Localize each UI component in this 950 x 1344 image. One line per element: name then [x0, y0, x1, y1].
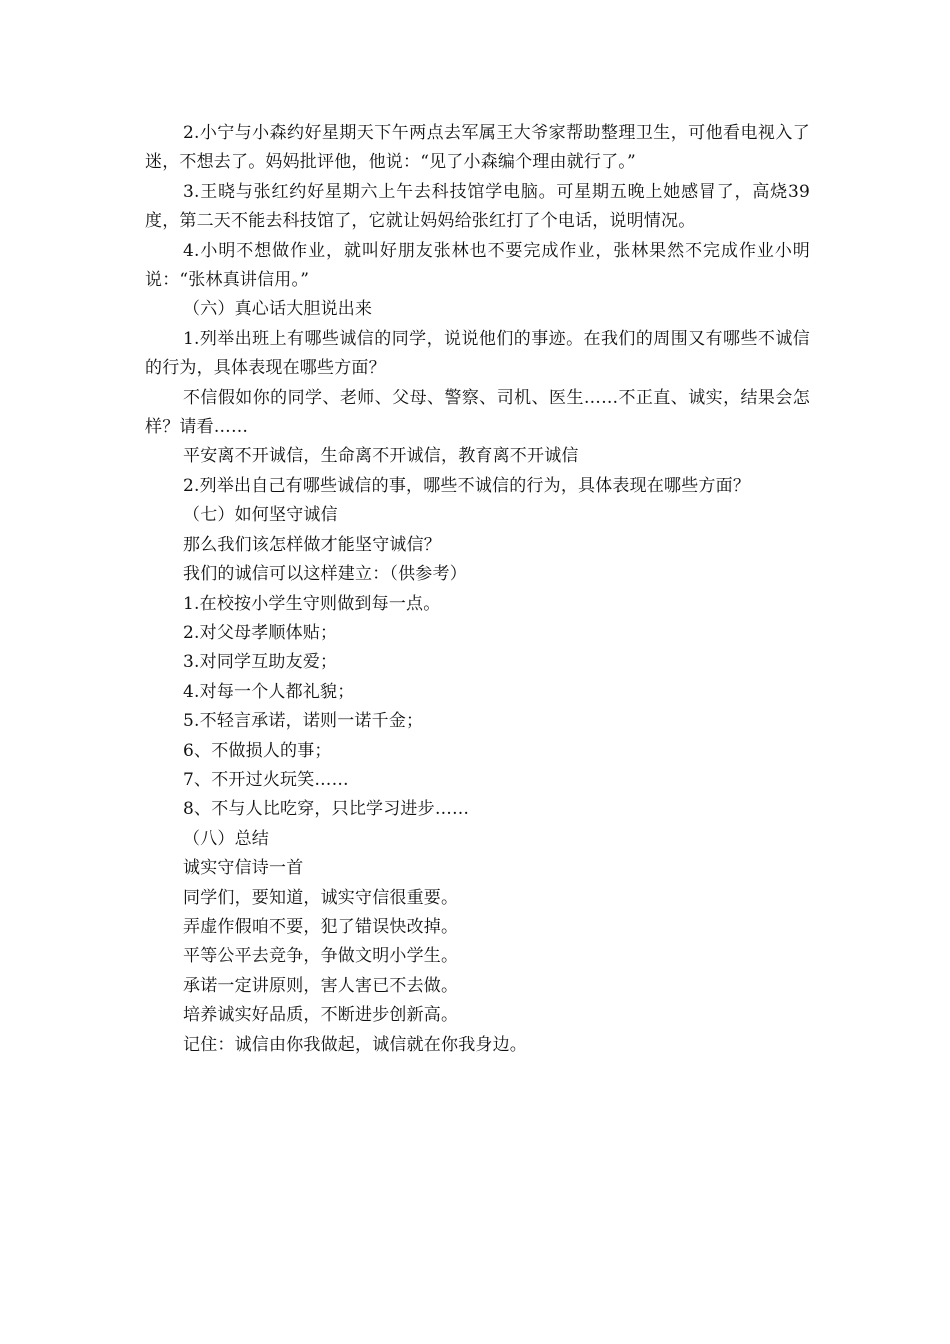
- section-6-heading: （六）真心话大胆说出来: [183, 299, 373, 320]
- closing-line: 记住：诚信由你我做起，诚信就在你我身边。: [183, 1034, 527, 1055]
- list-item: 4.对每一个人都礼貌；: [183, 681, 355, 702]
- section-6-slogan: 平安离不开诚信，生命离不开诚信，教育离不开诚信: [183, 446, 579, 467]
- document-body: [145, 119, 810, 1060]
- poem-title: 诚实守信诗一首: [183, 858, 304, 879]
- list-item: 3.对同学互助友爱；: [183, 652, 338, 673]
- poem-line: 弄虚作假咱不要，犯了错误快改掉。: [183, 916, 459, 937]
- list-item: 1.在校按小学生守则做到每一点。: [183, 593, 441, 614]
- paragraph-case-4: 4.小明不想做作业，就叫好朋友张林也不要完成作业，张林果然不完成作业小明说：“张林真讲信用。”: [145, 240, 810, 291]
- list-item: 8、不与人比吃穿，只比学习进步……: [183, 799, 470, 820]
- paragraph-case-2: 2.小宁与小森约好星期天下午两点去军属王大爷家帮助整理卫生，可他看电视入了迷，不想去了。妈妈批评他，他说：“见了小森编个理由就行了。”: [145, 123, 810, 173]
- poem-line: 平等公平去竞争，争做文明小学生。: [183, 946, 459, 967]
- section-7-heading: （七）如何坚守诚信: [183, 505, 338, 526]
- section-8-heading: （八）总结: [183, 828, 269, 849]
- poem-line: 同学们，要知道，诚实守信很重要。: [183, 887, 459, 908]
- list-item: 7、不开过火玩笑……: [183, 769, 349, 790]
- list-item: 2.对父母孝顺体贴；: [183, 622, 338, 643]
- section-7-intro-reference: 我们的诚信可以这样建立：（供参考）: [183, 564, 467, 585]
- list-item: 6、不做损人的事；: [183, 740, 332, 761]
- section-6-item-2: 2.列举出自己有哪些诚信的事，哪些不诚信的行为，具体表现在哪些方面？: [183, 475, 751, 496]
- poem-line: 培养诚实好品质，不断进步创新高。: [183, 1005, 459, 1026]
- section-7-intro-question: 那么我们该怎样做才能坚守诚信？: [183, 534, 441, 555]
- list-item: 5.不轻言承诺，诺则一诺千金；: [183, 711, 424, 732]
- paragraph-case-3: 3.王晓与张红约好星期六上午去科技馆学电脑。可星期五晚上她感冒了，高烧39度，第二天不能去科技馆了，它就让妈妈给张红打了个电话，说明情况。: [145, 181, 810, 232]
- section-6-paragraph: 不信假如你的同学、老师、父母、警察、司机、医生……不正直、诚实，结果会怎样？请看……: [145, 387, 810, 438]
- section-6-item-1: 1.列举出班上有哪些诚信的同学，说说他们的事迹。在我们的周围又有哪些不诚信的行为，具体表现在哪些方面？: [145, 328, 810, 379]
- poem-line: 承诺一定讲原则，害人害已不去做。: [183, 975, 459, 996]
